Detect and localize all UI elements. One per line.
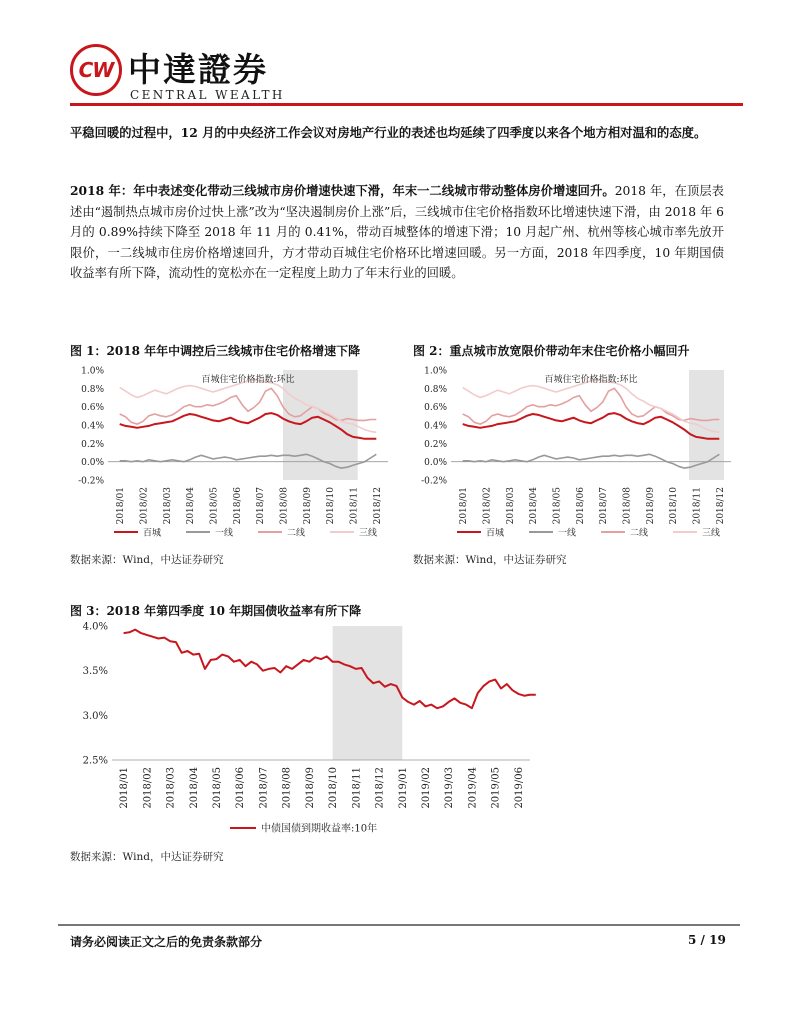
legend-label: 一线 (558, 528, 577, 539)
x-tick-label: 2018/10 (669, 487, 680, 525)
legend-label: 二线 (630, 528, 649, 539)
x-tick-label: 2018/08 (279, 487, 290, 525)
y-tick-label: 0.0% (81, 458, 104, 469)
figure-2-title: 图 2：重点城市放宽限价带动年末住宅价格小幅回升 (413, 344, 690, 358)
footer-disclaimer: 请务必阅读正文之后的免责条款部分 (70, 935, 263, 949)
x-tick-label: 2018/06 (235, 767, 247, 809)
x-tick-label: 2019/04 (467, 767, 479, 809)
x-tick-label: 2018/08 (622, 487, 633, 525)
x-tick-label: 2018/04 (186, 487, 197, 525)
x-tick-label: 2018/08 (281, 767, 293, 809)
x-tick-label: 2019/02 (421, 767, 432, 809)
chart-2 (413, 362, 738, 542)
chart-3 (70, 618, 540, 840)
x-tick-label: 2018/02 (482, 487, 493, 525)
x-tick-label: 2018/11 (349, 487, 360, 525)
x-tick-label: 2018/10 (326, 487, 337, 525)
chart-title: 百城住宅价格指数:环比 (544, 375, 638, 385)
y-tick-label: 0.8% (424, 384, 447, 395)
x-tick-label: 2018/01 (459, 487, 470, 525)
x-tick-label: 2019/06 (513, 767, 525, 809)
x-tick-label: 2018/06 (232, 487, 243, 525)
series-line-0 (463, 413, 720, 439)
x-tick-label: 2018/11 (692, 487, 703, 525)
paragraph-2018-lead: 2018 年：年中表述变化带动三线城市房价增速快速下滑，年末一二线城市带动整体房价增速回升。 (70, 183, 615, 198)
page-number: 5 / 19 (688, 933, 726, 947)
paragraph-intro (70, 123, 724, 144)
y-tick-label: 0.6% (424, 403, 447, 414)
y-tick-label: 0.8% (81, 384, 104, 395)
x-tick-label: 2018/06 (575, 487, 586, 525)
brand-name-en: CENTRAL WEALTH (130, 88, 285, 102)
logo-mark: CW (78, 58, 114, 82)
x-tick-label: 2018/07 (599, 487, 610, 525)
y-tick-label: -0.2% (421, 476, 447, 487)
x-tick-label: 2018/03 (165, 767, 177, 809)
x-tick-label: 2018/05 (552, 487, 563, 525)
legend-label: 三线 (702, 528, 721, 539)
x-tick-label: 2019/01 (397, 767, 409, 809)
figure-3-title: 图 3：2018 年第四季度 10 年期国债收益率有所下降 (70, 604, 362, 618)
y-tick-label: 3.0% (82, 710, 108, 722)
figure-1-source: 数据来源：Wind，中达证券研究 (70, 554, 224, 566)
y-tick-label: 0.4% (424, 421, 447, 432)
legend-label: 一线 (215, 528, 234, 539)
legend-label: 二线 (287, 528, 306, 539)
footer-rule (58, 924, 740, 926)
paragraph-2018-body: 2018 年，在顶层表述由“遏制热点城市房价过快上涨”改为“坚决遏制房价上涨”后，三线城市住宅价格指数环比增速快速下滑，由 2018 年 6 月的 0.89%持续下降至 2018 年 11 月的 0.41%，带动百城整体的增速下滑；10 月起广州、杭州等核心城市率先放开限价，一二线城市住房价格增速回升，方才带动百城住宅价格环比增速回暖。另一方面，2018 年四季度，10 年期国债收益率有所下降，流动性的宽松亦在一定程度上助力了年末行业的回暖。 (70, 184, 724, 280)
brand-name-cn: 中達證券 (128, 50, 268, 89)
x-tick-label: 2018/01 (119, 767, 131, 809)
y-tick-label: 4.0% (82, 621, 108, 633)
y-tick-label: 0.0% (424, 458, 447, 469)
y-tick-label: 1.0% (424, 366, 447, 377)
shaded-period (689, 370, 724, 480)
y-tick-label: 2.5% (82, 755, 108, 767)
y-tick-label: -0.2% (78, 476, 104, 487)
x-tick-label: 2019/05 (490, 767, 502, 809)
y-tick-label: 0.4% (81, 421, 104, 432)
figure-1-title: 图 1：2018 年年中调控后三线城市住宅价格增速下降 (70, 344, 361, 358)
legend-label: 百城 (143, 528, 162, 539)
x-tick-label: 2018/03 (162, 487, 173, 525)
shaded-period (283, 370, 358, 480)
x-tick-label: 2018/03 (505, 487, 516, 525)
chart-1 (70, 362, 395, 542)
figure-2-source: 数据来源：Wind，中达证券研究 (413, 554, 567, 566)
series-line-0 (124, 630, 536, 709)
header-rule (70, 103, 743, 106)
x-tick-label: 2018/07 (256, 487, 267, 525)
legend-label: 中债国债到期收益率:10年 (261, 823, 378, 835)
shaded-period (333, 626, 403, 760)
paragraph-intro-text: 平稳回暖的过程中，12 月的中央经济工作会议对房地产行业的表述也均延续了四季度以来各个地方相对温和的态度。 (70, 125, 707, 140)
x-tick-label: 2018/12 (372, 487, 383, 525)
x-tick-label: 2018/07 (258, 767, 270, 809)
x-tick-label: 2018/02 (142, 767, 154, 809)
x-tick-label: 2018/11 (351, 767, 363, 809)
x-tick-label: 2018/05 (212, 767, 223, 809)
paragraph-2018 (70, 181, 724, 284)
y-tick-label: 0.6% (81, 403, 104, 414)
x-tick-label: 2018/10 (328, 767, 340, 809)
x-tick-label: 2018/04 (529, 487, 540, 525)
x-tick-label: 2018/09 (302, 487, 313, 525)
x-tick-label: 2018/12 (374, 767, 386, 809)
y-tick-label: 3.5% (82, 666, 108, 678)
y-tick-label: 0.2% (424, 439, 447, 450)
x-tick-label: 2018/02 (139, 487, 150, 525)
y-tick-label: 1.0% (81, 366, 104, 377)
series-line-1 (463, 454, 720, 468)
x-tick-label: 2019/03 (444, 767, 456, 809)
x-tick-label: 2018/04 (188, 767, 200, 809)
x-tick-label: 2018/05 (209, 487, 220, 525)
figure-3-source: 数据来源：Wind，中达证券研究 (70, 851, 224, 863)
x-tick-label: 2018/09 (645, 487, 656, 525)
y-tick-label: 0.2% (81, 439, 104, 450)
legend-label: 三线 (359, 528, 378, 539)
x-tick-label: 2018/12 (715, 487, 726, 525)
x-tick-label: 2018/09 (304, 767, 316, 809)
chart-title: 百城住宅价格指数:环比 (201, 375, 295, 385)
legend-label: 百城 (486, 528, 505, 539)
x-tick-label: 2018/01 (116, 487, 127, 525)
